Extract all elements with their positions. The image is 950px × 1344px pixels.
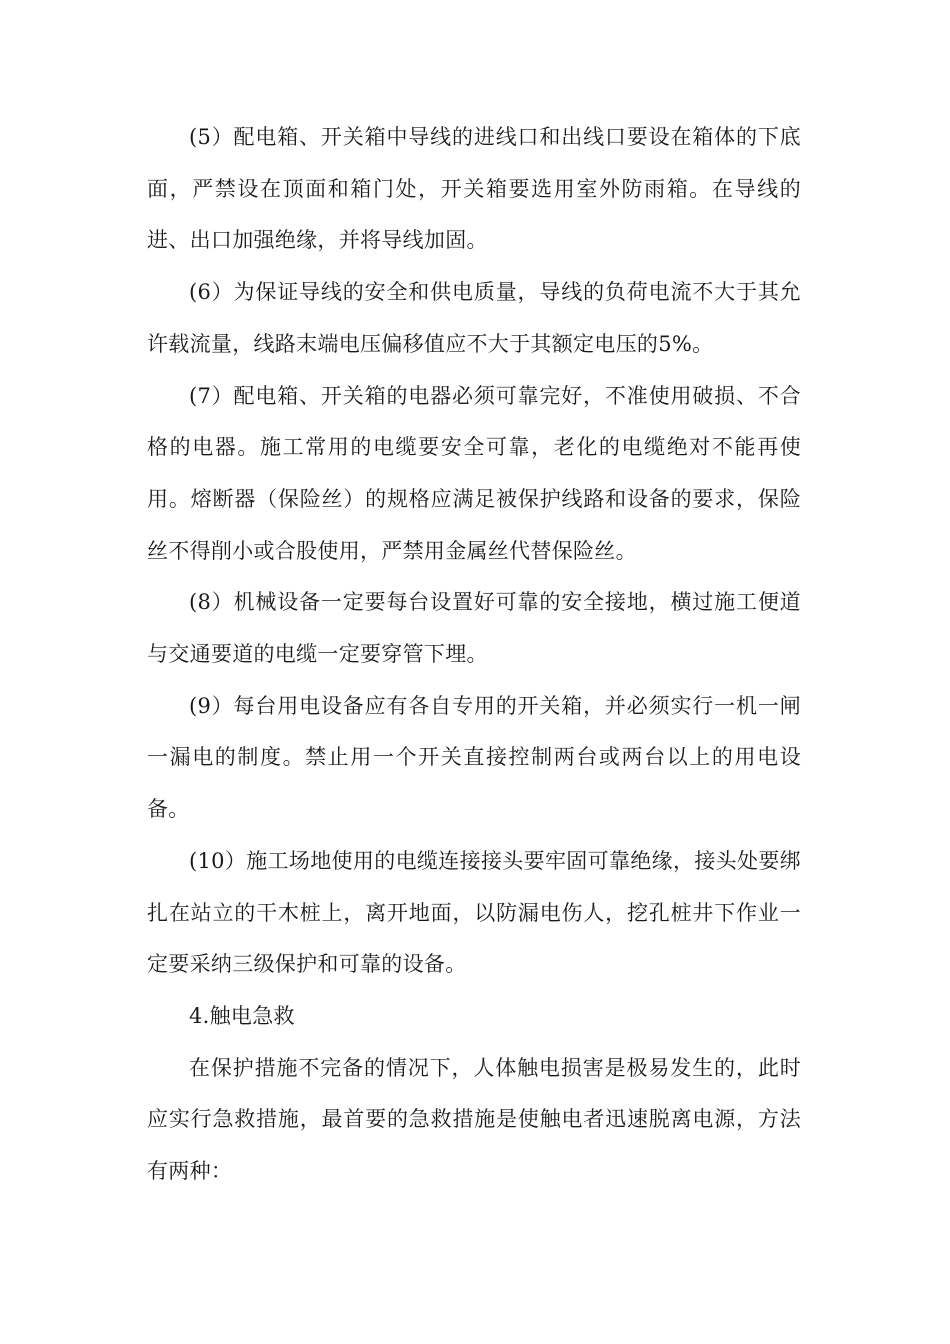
paragraph-item-9: (9）每台用电设备应有各自专用的开关箱，并必须实行一机一闸一漏电的制度。禁止用一个开关直接控制两台或两台以上的用电设备。	[147, 693, 801, 822]
paragraph-item-6: (6）为保证导线的安全和供电质量，导线的负荷电流不大于其允许载流量，线路末端电压偏移值应不大于其额定电压的5%。	[147, 280, 801, 356]
paragraph-item-10: (10）施工场地使用的电缆连接接头要牢固可靠绝缘，接头处要绑扎在站立的干木桩上，离开地面，以防漏电伤人，挖孔桩井下作业一定要采纳三级保护和可靠的设备。	[147, 848, 801, 977]
paragraph-item-5: (5）配电箱、开关箱中导线的进线口和出线口要设在箱体的下底面，严禁设在顶面和箱门处，开关箱要选用室外防雨箱。在导线的进、出口加强绝缘，并将导线加固。	[147, 125, 801, 253]
section-heading: 4.触电急救	[189, 1003, 295, 1028]
paragraph-item-7: (7）配电箱、开关箱的电器必须可靠完好，不准使用破损、不合格的电器。施工常用的电缆要安全可靠，老化的电缆绝对不能再使用。熔断器（保险丝）的规格应满足被保护线路和设备的要求，保险丝不得削小或合股使用，严禁用金属丝代替保险丝。	[147, 383, 801, 563]
document-body	[147, 112, 801, 1198]
paragraph-intro: 在保护措施不完备的情况下，人体触电损害是极易发生的，此时应实行急救措施，最首要的急救措施是使触电者迅速脱离电源，方法有两种：	[147, 1055, 801, 1184]
paragraph-item-8: (8）机械设备一定要每台设置好可靠的安全接地，横过施工便道与交通要道的电缆一定要穿管下埋。	[147, 590, 801, 667]
